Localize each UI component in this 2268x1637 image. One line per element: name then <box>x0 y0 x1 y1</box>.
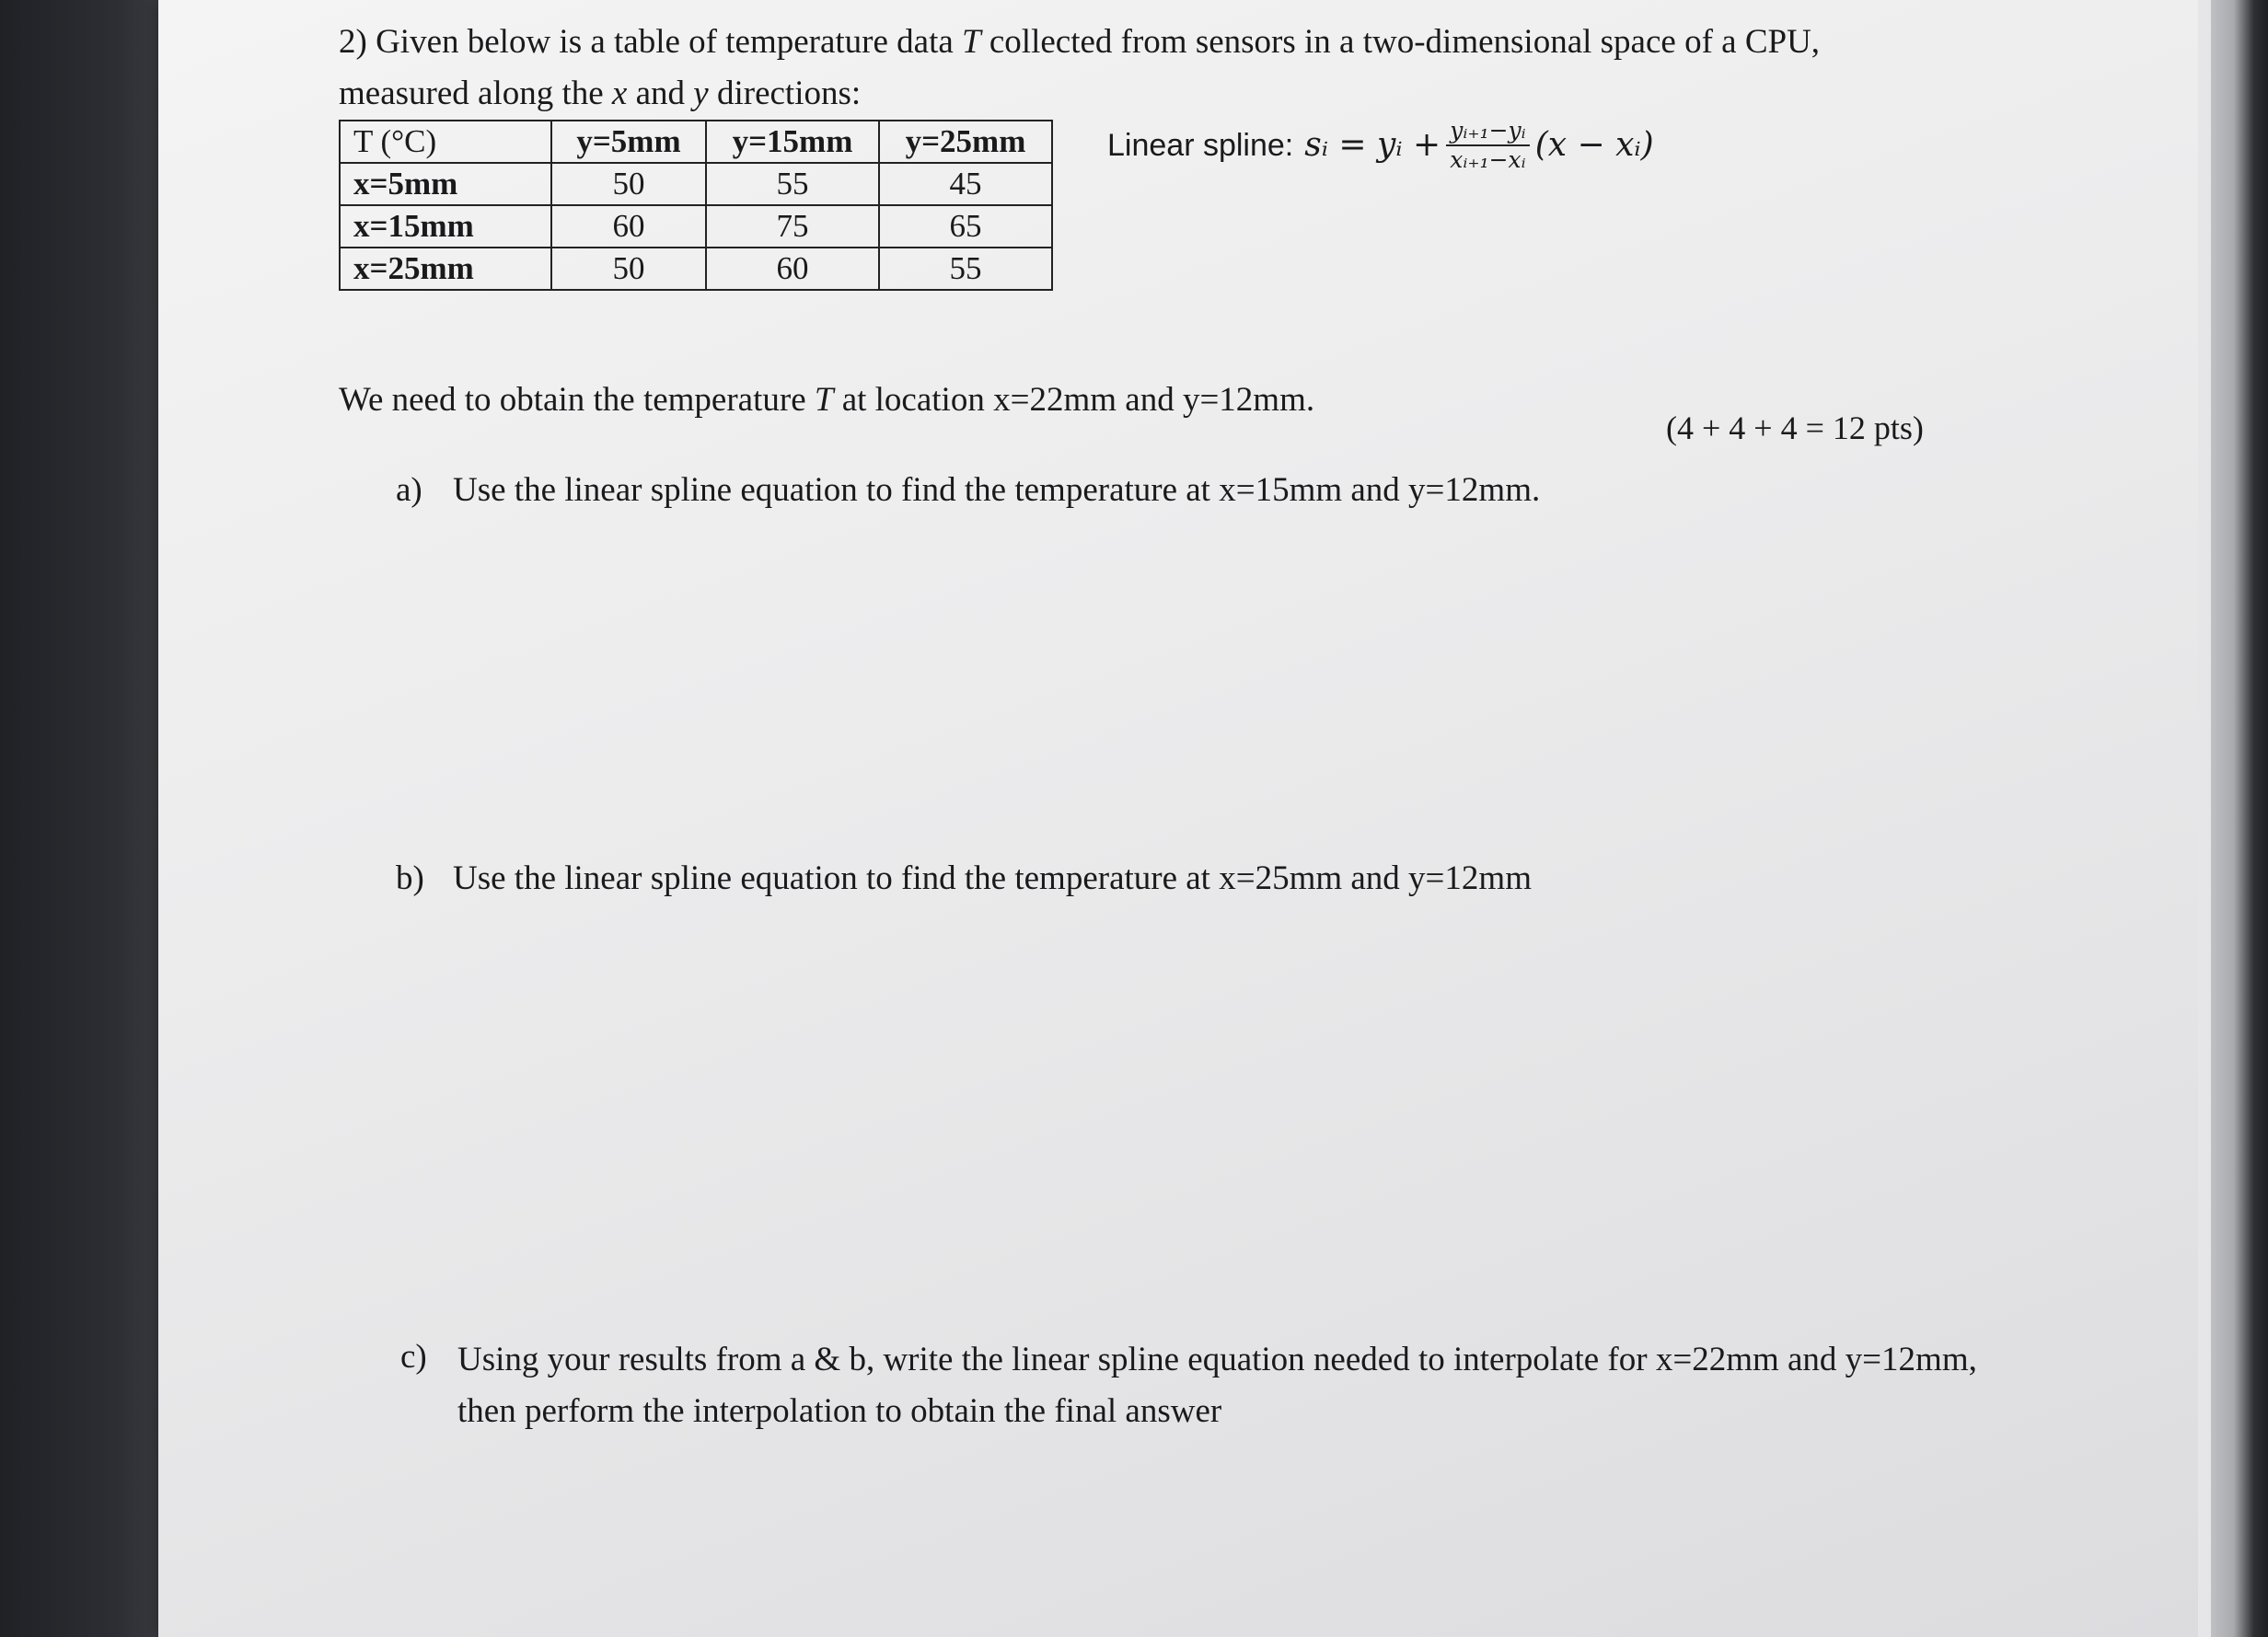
table-cell: 60 <box>706 248 879 290</box>
table-cell: 50 <box>551 163 706 205</box>
part-a-label: a) <box>396 471 422 509</box>
linear-spline-formula <box>1107 109 1654 182</box>
spline-tail: (x − xᵢ) <box>1534 126 1654 164</box>
table-cell: 65 <box>879 205 1052 248</box>
spline-numerator: yᵢ₊₁−yᵢ <box>1446 117 1529 146</box>
question-heading: 2) Given below is a table of temperature data T collected from sensors in a two-dimensional space of a CPU, measured along the x and y directions: <box>339 23 1821 112</box>
table-corner-cell: T (°C) <box>340 121 551 163</box>
table-cell: 55 <box>879 248 1052 290</box>
temperature-table <box>339 120 1053 291</box>
table-cell: 45 <box>879 163 1052 205</box>
row-header: x=25mm <box>340 248 551 290</box>
table-header-row <box>340 121 1052 163</box>
desk-background-left <box>0 0 166 1637</box>
table-row <box>340 163 1052 205</box>
spline-equation <box>1304 109 1653 182</box>
part-b-text: Use the linear spline equation to find the temperature at x=25mm and y=12mm <box>453 859 1532 897</box>
column-header: y=5mm <box>551 121 706 163</box>
spline-denominator: xᵢ₊₁−xᵢ <box>1450 146 1526 173</box>
part-c-label: c) <box>400 1338 427 1376</box>
points-value: (4 + 4 + 4 = 12 pts) <box>1666 409 1924 446</box>
row-header: x=15mm <box>340 205 551 248</box>
part-a-text: Use the linear spline equation to find the temperature at x=15mm and y=12mm. <box>453 471 1541 509</box>
table-cell: 60 <box>551 205 706 248</box>
part-b <box>396 856 1532 902</box>
table-row <box>340 248 1052 290</box>
table-row <box>340 205 1052 248</box>
spline-lhs: sᵢ = yᵢ + <box>1304 126 1441 164</box>
part-c-text: Using your results from a & b, write the linear spline equation needed to interpolate for x=22mm and y=12mm, then perform the interpolation to obtain the final answer <box>457 1341 1977 1430</box>
part-a <box>396 467 1540 513</box>
table-cell: 55 <box>706 163 879 205</box>
column-header: y=25mm <box>879 121 1052 163</box>
part-c <box>400 1334 1993 1437</box>
column-header: y=15mm <box>706 121 879 163</box>
part-b-label: b) <box>396 859 424 897</box>
spline-label: Linear spline: <box>1107 128 1294 163</box>
table-cell: 75 <box>706 205 879 248</box>
page-edge <box>2198 0 2211 1637</box>
spline-fraction <box>1446 117 1529 174</box>
problem-statement: We need to obtain the temperature T at location x=22mm and y=12mm. <box>339 381 1315 419</box>
desk-background-right <box>2211 0 2268 1637</box>
row-header: x=5mm <box>340 163 551 205</box>
table-cell: 50 <box>551 248 706 290</box>
